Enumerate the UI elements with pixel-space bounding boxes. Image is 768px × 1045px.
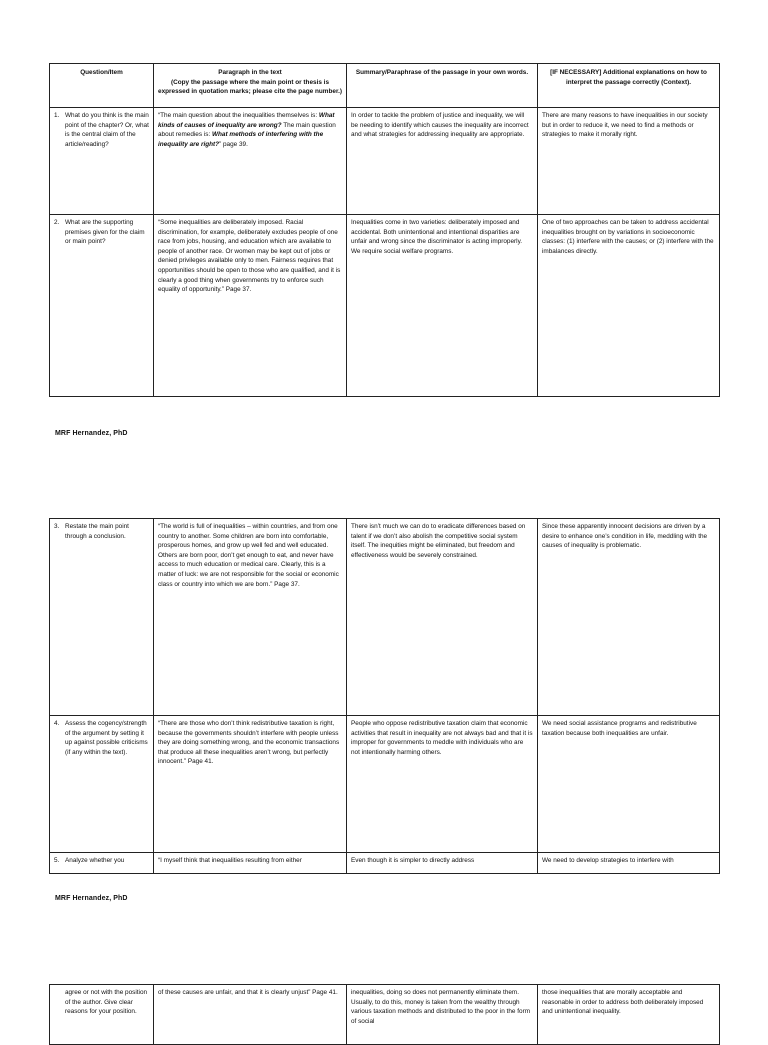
header-explanation: [IF NECESSARY] Additional explanations on how to interpret the passage correctly (Context). (538, 64, 720, 108)
question-text: Restate the main point through a conclusion. (65, 523, 129, 540)
header-summary: Summary/Paraphrase of the passage in your own words. (347, 64, 538, 108)
paragraph-text: “The main question about the inequalities themselves is: (158, 112, 319, 119)
paragraph-text: ” page 39. (219, 140, 248, 148)
explanation-cell: There are many reasons to have inequalities in our society but in order to reduce it, we need to find a methods or strategies to make it morally right. (538, 108, 720, 215)
paragraph-emphasis: What methods of interfering with the inequality are right? (158, 131, 324, 148)
header-question: Question/Item (50, 64, 154, 108)
question-cell (50, 985, 154, 1045)
question-number: 1. (54, 112, 60, 119)
explanation-cell: those inequalities that are morally acceptable and reasonable in order to address both deliberately imposed and unintentional inequality. (538, 985, 720, 1045)
paragraph-cell: “There are those who don’t think redistributive taxation is right, because the governments shouldn’t interfere with people unless they are doing something wrong, and the economic transactions that produce all these inequalities aren’t wrong, but perfectly innocent.” Page 41. (154, 716, 347, 853)
table-row (50, 215, 720, 397)
paragraph-cell (154, 108, 347, 215)
question-text: Analyze whether you (65, 857, 125, 864)
question-text: Assess the cogency/strength of the argument by setting it up against possible criticisms (if any within the text). (65, 720, 148, 756)
question-text: What do you think is the main point of the chapter? Or, what is the central claim of the article/reading? (65, 112, 149, 148)
paragraph-cell: of these causes are unfair, and that it is clearly unjust” Page 41. (154, 985, 347, 1045)
summary-cell: Inequalities come in two varieties: deliberately imposed and accidental. Both unintentional and intentional disparities are unfair and wrong since the discriminator is acting improperly. We require social welfare programs. (347, 215, 538, 397)
summary-cell: There isn’t much we can do to eradicate differences based on talent if we don’t also abolish the competitive social system itself. The inequities might be eliminated, but freedom and effectiveness would be severely constrained. (347, 519, 538, 716)
paragraph-cell: “Some inequalities are deliberately imposed. Racial discrimination, for example, deliberately excludes people of one race from jobs, housing, and education which are available to people of another race. Or women may be kept out of jobs or denied privileges available only to men. Fairness requires that opportunities should be open to those who are qualified, and it is clearly a good thing when governments try to enforce such equality of opportunity.” Page 37. (154, 215, 347, 397)
question-number: 3. (54, 523, 60, 530)
page-footer-author: MRF Hernandez, PhD (55, 430, 128, 437)
question-text: agree or not with the position of the author. Give clear reasons for your position. (65, 989, 148, 1016)
explanation-cell: We need social assistance programs and redistributive taxation because both inequalities are unfair. (538, 716, 720, 853)
question-cell (50, 716, 154, 853)
page2-table (49, 518, 720, 874)
header-row (50, 64, 720, 108)
page-footer-author: MRF Hernandez, PhD (55, 895, 128, 902)
summary-cell: Even though it is simpler to directly address (347, 853, 538, 874)
summary-cell: In order to tackle the problem of justice and inequality, we will be needing to identify which causes the inequality are incorrect and what strategies for addressing inequality are appropriate. (347, 108, 538, 215)
table-row (50, 985, 720, 1045)
table-row (50, 716, 720, 853)
question-cell (50, 108, 154, 215)
paragraph-text: The main question about remedies is: (158, 121, 336, 139)
table-row (50, 519, 720, 716)
paragraph-emphasis: What kinds of causes of inequality are wrong? (158, 112, 335, 129)
question-cell (50, 853, 154, 874)
table-row (50, 108, 720, 215)
header-paragraph: Paragraph in the text (Copy the passage where the main point or thesis is expressed in quotation marks; please cite the page number.) (154, 64, 347, 108)
paragraph-cell: “The world is full of inequalities – within countries, and from one country to another. Some children are born into comfortable, prosperous homes, and grow up well fed and well educated. Others are born poor, don’t get enough to eat, and never have access to much education or medical care. Clearly, this is a matter of luck: we are not responsible for the social or economic class or country into which we are born.” Page 37. (154, 519, 347, 716)
explanation-cell: One of two approaches can be taken to address accidental inequalities brought on by variations in socioeconomic classes: (1) interfere with the causes; or (2) interfere with the imbalances directly. (538, 215, 720, 397)
question-number: 5. (54, 857, 60, 864)
question-text: What are the supporting premises given for the claim or main point? (65, 219, 145, 246)
page3-table (49, 984, 720, 1045)
question-cell (50, 215, 154, 397)
summary-cell: People who oppose redistributive taxation claim that economic activities that result in inequality are not always bad and that it is improper for governments to meddle with individuals who are not intentionally harming others. (347, 716, 538, 853)
question-number: 4. (54, 720, 60, 727)
paragraph-cell: “I myself think that inequalities resulting from either (154, 853, 347, 874)
question-number (54, 988, 65, 1017)
explanation-cell: We need to develop strategies to interfere with (538, 853, 720, 874)
explanation-cell: Since these apparently innocent decisions are driven by a desire to enhance one’s condition in life, meddling with the causes of inequality is problematic. (538, 519, 720, 716)
page1-table (49, 63, 720, 397)
question-number: 2. (54, 219, 60, 226)
question-cell (50, 519, 154, 716)
summary-cell: inequalities, doing so does not permanently eliminate them. Usually, to do this, money is taken from the wealthy through various taxation methods and distributed to the poor in the form of social (347, 985, 538, 1045)
table-row (50, 853, 720, 874)
